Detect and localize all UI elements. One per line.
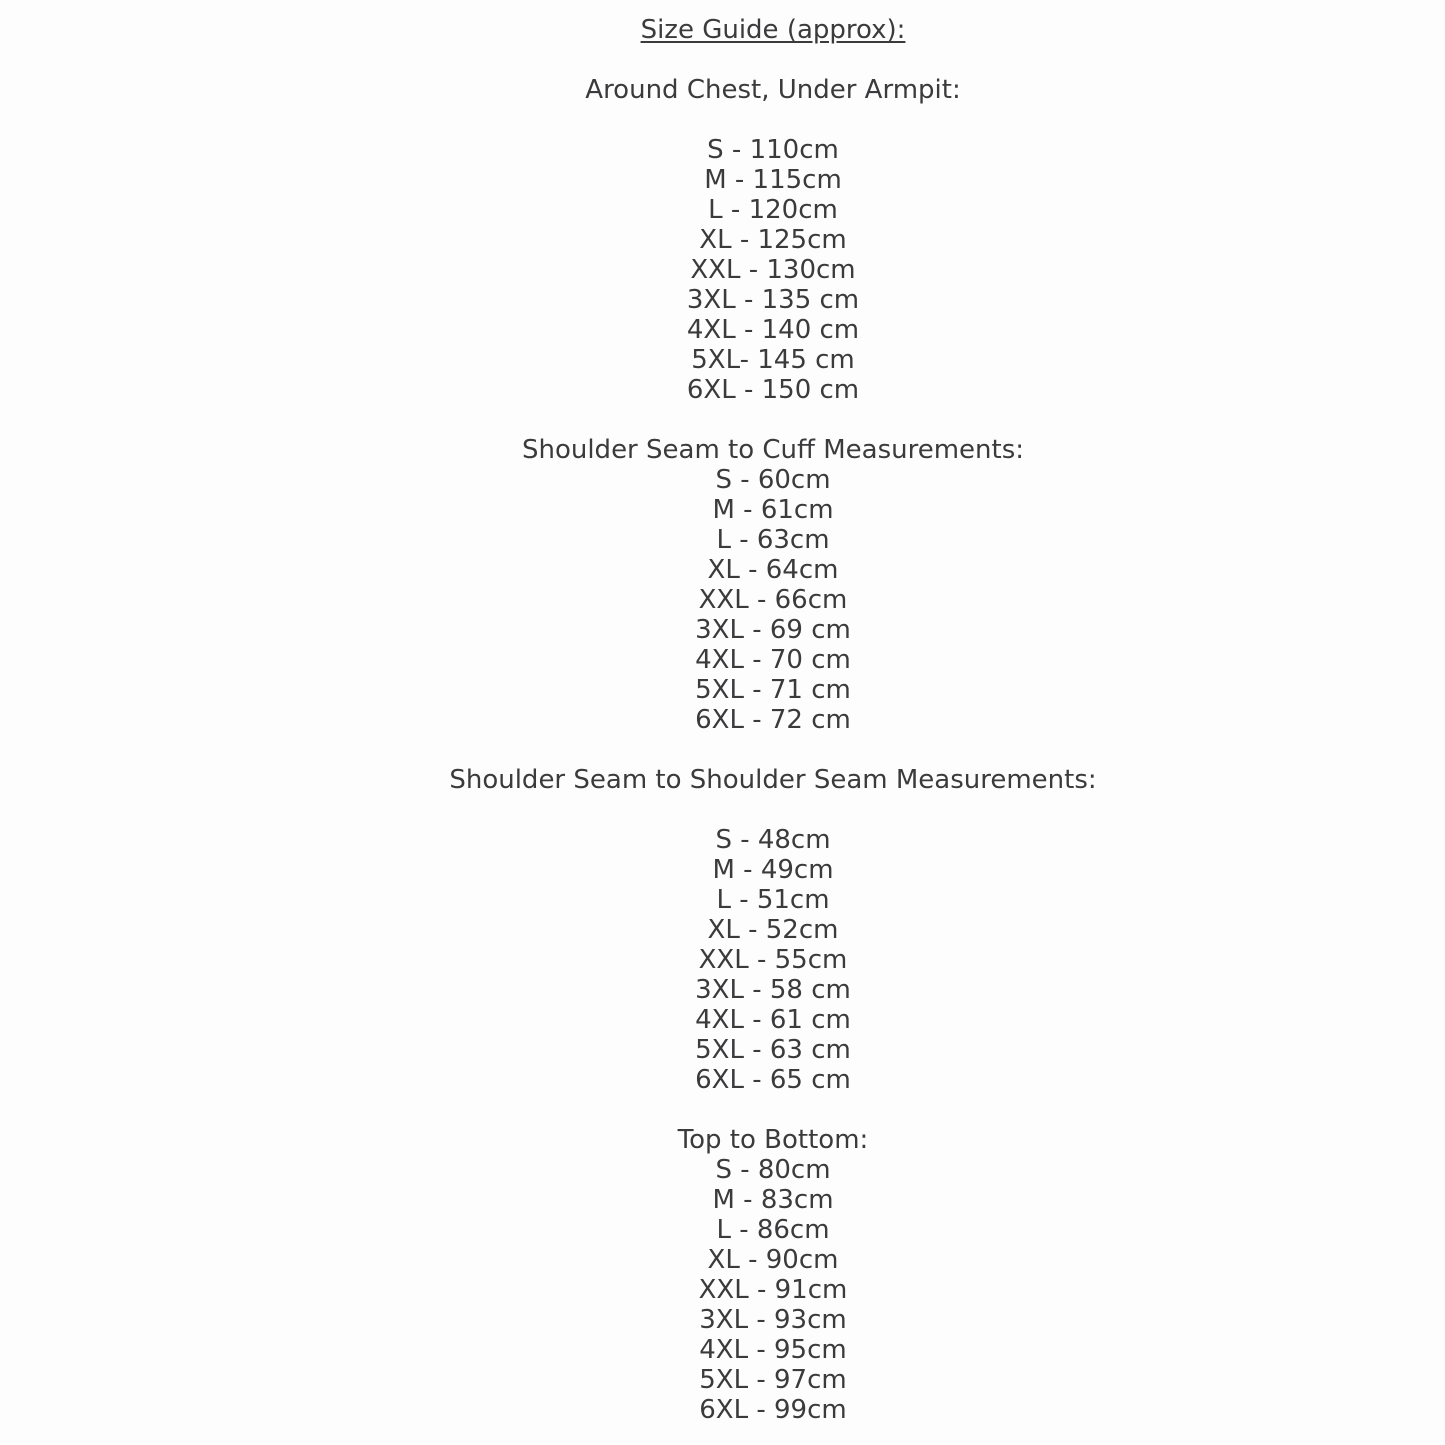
size-line: 5XL - 71 cm: [695, 675, 851, 705]
size-list: [101, 465, 1445, 735]
size-line: S - 48cm: [715, 825, 831, 855]
size-line: S - 110cm: [707, 135, 839, 165]
size-section: [101, 435, 1445, 735]
size-line: 3XL - 93cm: [699, 1305, 847, 1335]
size-line: 3XL - 58 cm: [695, 975, 851, 1005]
size-line: XXL - 91cm: [698, 1275, 848, 1305]
size-line: XXL - 55cm: [698, 945, 848, 975]
size-line: 4XL - 61 cm: [695, 1005, 851, 1035]
size-list: [101, 1155, 1445, 1425]
size-line: M - 61cm: [712, 495, 834, 525]
size-line: XXL - 66cm: [698, 585, 848, 615]
section-heading: Top to Bottom:: [677, 1125, 869, 1155]
size-line: M - 49cm: [712, 855, 834, 885]
page-title: Size Guide (approx):: [640, 15, 906, 45]
size-line: S - 60cm: [715, 465, 831, 495]
size-list: [101, 825, 1445, 1095]
size-line: M - 83cm: [712, 1185, 834, 1215]
size-list: [101, 135, 1445, 405]
size-line: XL - 90cm: [707, 1245, 839, 1275]
size-line: 3XL - 69 cm: [695, 615, 851, 645]
size-line: L - 63cm: [716, 525, 830, 555]
size-line: L - 120cm: [708, 195, 838, 225]
size-line: 6XL - 150 cm: [686, 375, 860, 405]
size-line: 5XL- 145 cm: [691, 345, 855, 375]
size-section: [101, 765, 1445, 1095]
size-line: XL - 52cm: [707, 915, 839, 945]
size-line: L - 51cm: [716, 885, 830, 915]
size-line: 6XL - 72 cm: [695, 705, 851, 735]
size-line: 4XL - 140 cm: [686, 315, 860, 345]
size-line: S - 80cm: [715, 1155, 831, 1185]
size-line: XL - 64cm: [707, 555, 839, 585]
section-heading: Around Chest, Under Armpit:: [585, 75, 961, 105]
size-line: 5XL - 97cm: [699, 1365, 847, 1395]
size-line: 3XL - 135 cm: [686, 285, 860, 315]
size-line: 6XL - 65 cm: [695, 1065, 851, 1095]
size-line: XXL - 130cm: [690, 255, 856, 285]
size-line: 4XL - 70 cm: [695, 645, 851, 675]
size-section: [101, 75, 1445, 405]
section-heading: Shoulder Seam to Cuff Measurements:: [521, 435, 1025, 465]
size-line: XL - 125cm: [699, 225, 847, 255]
size-line: L - 86cm: [716, 1215, 830, 1245]
size-line: 5XL - 63 cm: [695, 1035, 851, 1065]
size-line: M - 115cm: [704, 165, 842, 195]
size-line: 4XL - 95cm: [699, 1335, 847, 1365]
size-section: [101, 1125, 1445, 1425]
section-heading: Shoulder Seam to Shoulder Seam Measurements:: [449, 765, 1097, 795]
size-line: 6XL - 99cm: [699, 1395, 847, 1425]
